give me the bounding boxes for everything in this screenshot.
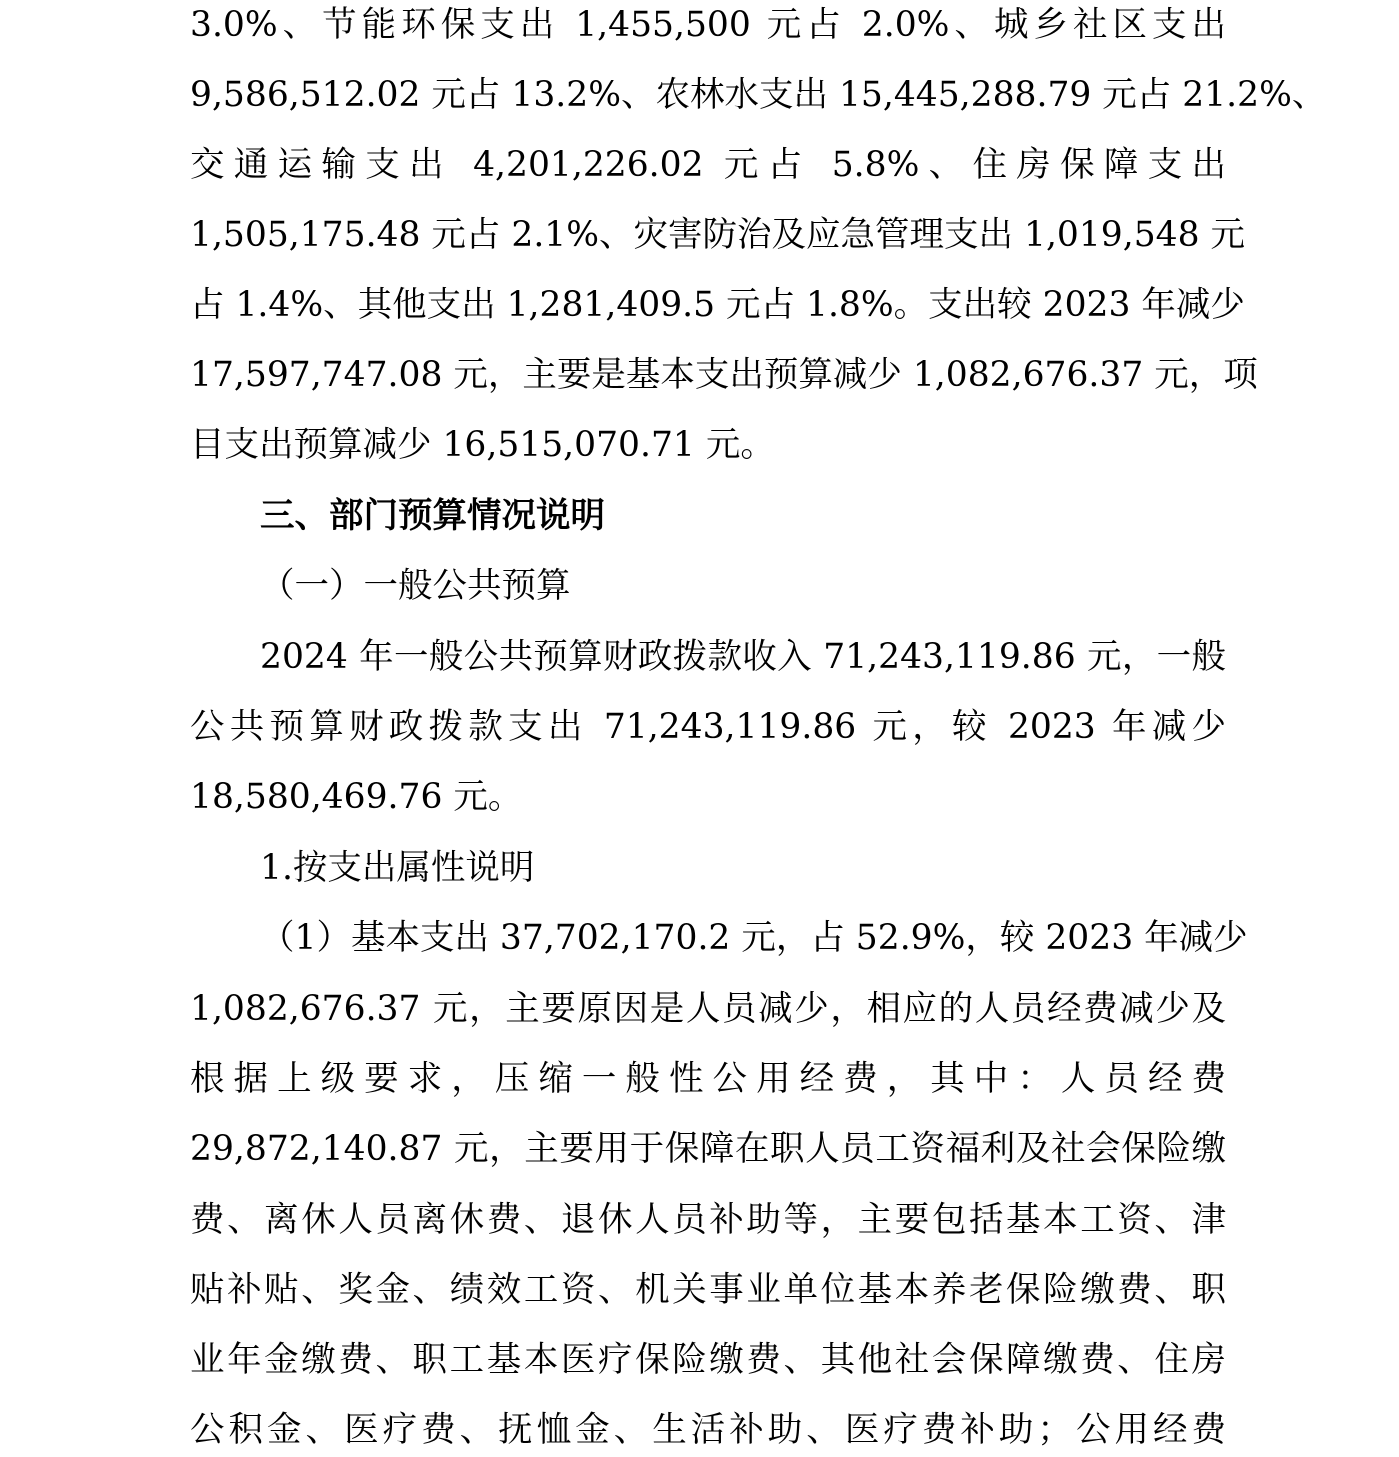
item-heading: 1.按支出属性说明 bbox=[260, 848, 535, 888]
paragraph-line: 业年金缴费、职工基本医疗保险缴费、其他社会保障缴费、住房 bbox=[190, 1340, 1226, 1380]
subsection-heading: （一）一般公共预算 bbox=[260, 566, 571, 606]
paragraph-line: 贴补贴、奖金、绩效工资、机关事业单位基本养老保险缴费、职 bbox=[190, 1270, 1226, 1310]
paragraph-line: 目支出预算减少 16,515,070.71 元。 bbox=[190, 425, 775, 465]
paragraph-line: 公共预算财政拨款支出 71,243,119.86 元，较 2023 年减少 bbox=[190, 707, 1226, 747]
paragraph-line: （1）基本支出 37,702,170.2 元，占 52.9%，较 2023 年减少 bbox=[260, 918, 1248, 958]
paragraph-line: 费、离休人员离休费、退休人员补助等，主要包括基本工资、津 bbox=[190, 1200, 1226, 1240]
paragraph-line: 29,872,140.87 元，主要用于保障在职人员工资福利及社会保险缴 bbox=[190, 1129, 1226, 1169]
paragraph-line: 2024 年一般公共预算财政拨款收入 71,243,119.86 元，一般 bbox=[260, 637, 1226, 677]
paragraph-line: 18,580,469.76 元。 bbox=[190, 777, 523, 817]
paragraph-line: 交通运输支出 4,201,226.02 元占 5.8%、住房保障支出 bbox=[190, 145, 1226, 185]
paragraph-line: 1,505,175.48 元占 2.1%、灾害防治及应急管理支出 1,019,548 元 bbox=[190, 215, 1246, 255]
paragraph-line: 17,597,747.08 元，主要是基本支出预算减少 1,082,676.37 元，项 bbox=[190, 355, 1258, 395]
paragraph-line: 3.0%、节能环保支出 1,455,500 元占 2.0%、城乡社区支出 bbox=[190, 5, 1226, 45]
paragraph-line: 1,082,676.37 元，主要原因是人员减少，相应的人员经费减少及 bbox=[190, 989, 1226, 1029]
section-heading: 三、部门预算情况说明 bbox=[260, 496, 605, 536]
paragraph-line: 公积金、医疗费、抚恤金、生活补助、医疗费补助；公用经费 bbox=[190, 1410, 1226, 1450]
paragraph-line: 9,586,512.02 元占 13.2%、农林水支出 15,445,288.79 元占 21.2%、 bbox=[190, 75, 1327, 115]
paragraph-line: 占 1.4%、其他支出 1,281,409.5 元占 1.8%。支出较 2023 年减少 bbox=[190, 285, 1245, 325]
paragraph-line: 根据上级要求，压缩一般性公用经费，其中：人员经费 bbox=[190, 1059, 1226, 1099]
